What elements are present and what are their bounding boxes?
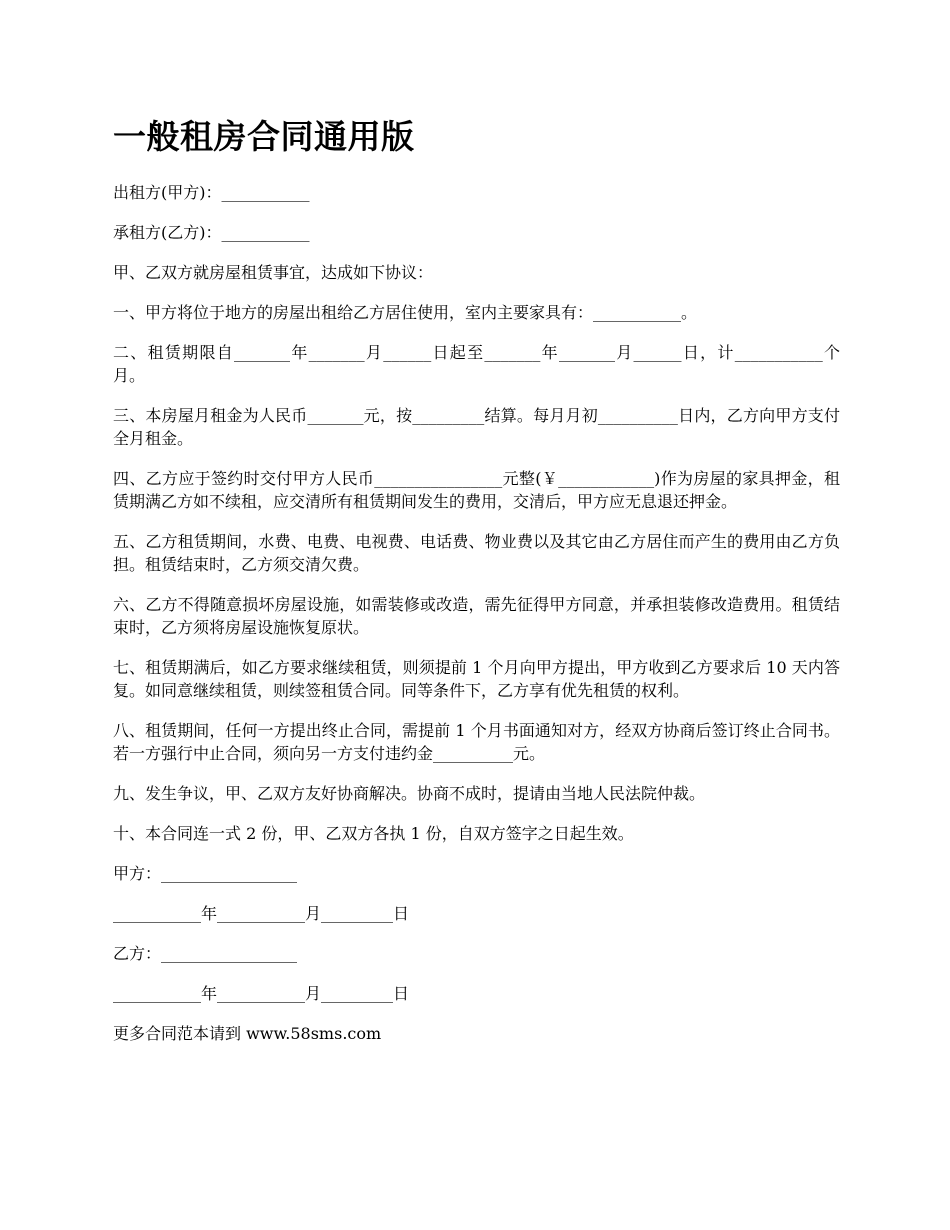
clause-6: 六、乙方不得随意损坏房屋设施，如需装修或改造，需先征得甲方同意，并承担装修改造费用。租赁结束时，乙方须将房屋设施恢复原状。 — [113, 595, 840, 637]
clause-10: 十、本合同连一式 2 份，甲、乙双方各执 1 份，自双方签字之日起生效。 — [113, 824, 634, 843]
clause-7: 七、租赁期满后，如乙方要求继续租赁，则须提前 1 个月向甲方提出，甲方收到乙方要求后 10 天内答复。如同意继续租赁，则续签租赁合同。同等条件下，乙方享有优先租赁的权利。 — [113, 658, 840, 700]
clause-8: 八、租赁期间，任何一方提出终止合同，需提前 1 个月书面通知对方，经双方协商后签订终止合同书。若一方强行中止合同，须向另一方支付违约金__________元。 — [113, 721, 840, 763]
clause-5: 五、乙方租赁期间，水费、电费、电视费、电话费、物业费以及其它由乙方居住而产生的费用由乙方负担。租赁结束时，乙方须交清欠费。 — [113, 532, 840, 574]
footer-note: 更多合同范本请到 www.58sms.com — [113, 1024, 382, 1043]
clause-9: 九、发生争议，甲、乙双方友好协商解决。协商不成时，提请由当地人民法院仲裁。 — [113, 784, 706, 803]
clause-3: 三、本房屋月租金为人民币_______元，按_________结算。每月月初__________日内，乙方向甲方支付全月租金。 — [113, 406, 840, 448]
party-a-date: ___________年___________月_________日 — [113, 904, 410, 923]
lessee-line: 承租方(乙方)：___________ — [113, 223, 310, 242]
party-a-signature: 甲方：_________________ — [113, 864, 298, 883]
document-title: 一般租房合同通用版 — [113, 117, 415, 156]
document-page — [113, 112, 840, 1045]
clause-2: 二、租赁期限自_______年_______月______日起至_______年_______月______日，计___________个月。 — [113, 343, 840, 385]
agreement-intro: 甲、乙双方就房屋租赁事宜，达成如下协议： — [113, 263, 434, 282]
party-b-signature: 乙方：_________________ — [113, 944, 298, 963]
lessor-line: 出租方(甲方)：___________ — [113, 183, 310, 202]
party-b-date: ___________年___________月_________日 — [113, 984, 410, 1003]
clause-1: 一、甲方将位于地方的房屋出租给乙方居住使用，室内主要家具有：___________。 — [113, 303, 698, 322]
clause-4: 四、乙方应于签约时交付甲方人民币________________元整(￥____________)作为房屋的家具押金，租赁期满乙方如不续租，应交清所有租赁期间发生的费用，交清后，甲方应无息退还押金。 — [113, 469, 840, 511]
